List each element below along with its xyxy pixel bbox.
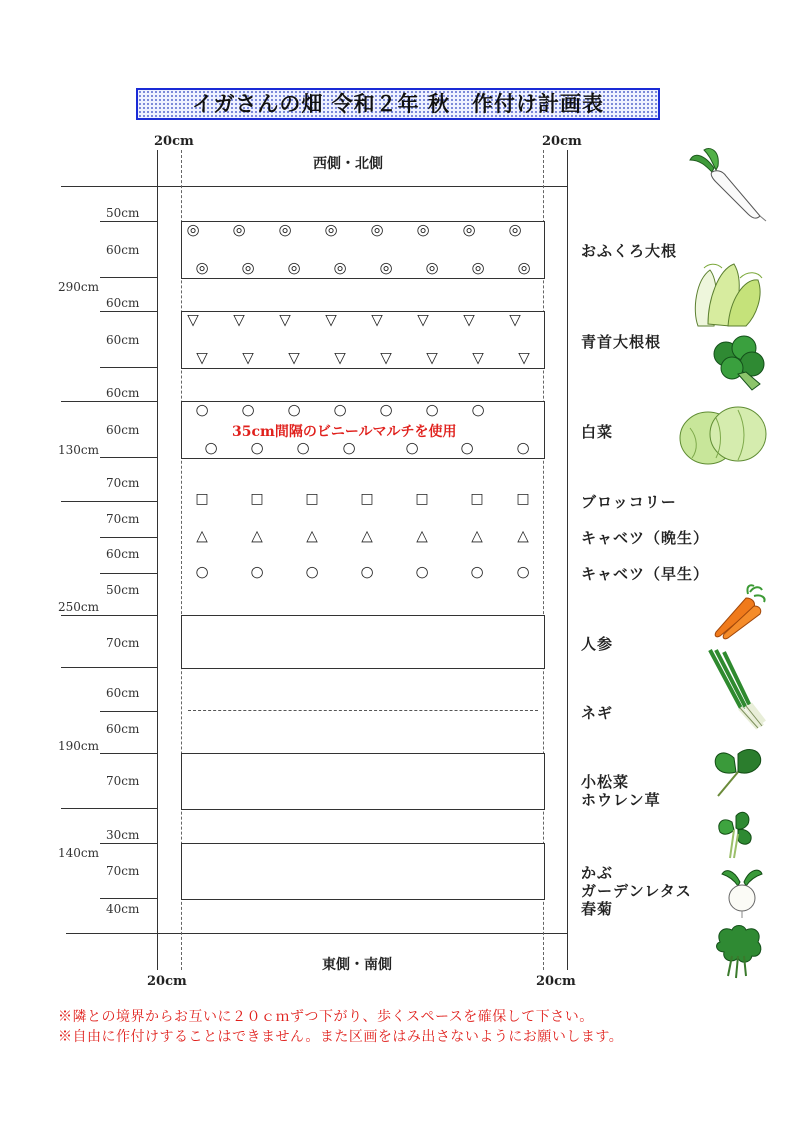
plant-marker: □: [250, 491, 264, 507]
tick-line: [100, 221, 157, 222]
plant-marker: ▽: [417, 310, 429, 329]
plant-marker: □: [415, 491, 429, 507]
plant-marker: ○: [405, 438, 419, 457]
kabu-icon: [718, 866, 766, 920]
right-boundary-line: [567, 150, 568, 970]
plant-marker: ▽: [325, 310, 337, 329]
plant-marker: ◎: [333, 258, 347, 277]
tick-line: [61, 667, 157, 668]
shungiku-icon: [710, 922, 768, 980]
plant-marker: ○: [287, 400, 301, 419]
plant-marker: ○: [425, 400, 439, 419]
plant-marker: ▽: [371, 310, 383, 329]
measure-label: 30cm: [106, 828, 140, 842]
plant-marker: ◎: [186, 220, 200, 239]
bottom-side-label: 東側・南側: [322, 957, 392, 973]
measure-label: 60cm: [106, 423, 140, 437]
bed-kabu-lettuce-shungiku: [181, 843, 545, 900]
tick-line: [61, 808, 157, 809]
tick-line: [100, 898, 157, 899]
top-margin-right-label: 20cm: [542, 134, 582, 149]
measure-label: 60cm: [106, 547, 140, 561]
veg-label-cabbage-early: キャベツ（早生）: [581, 565, 710, 583]
plant-marker: ◎: [195, 258, 209, 277]
plant-marker: ○: [360, 562, 374, 581]
tick-line: [100, 843, 157, 844]
section-total-label: 130cm: [58, 443, 100, 457]
top-margin-left-label: 20cm: [154, 134, 194, 149]
negi-planting-row: [188, 710, 538, 711]
tick-line: [100, 753, 157, 754]
plant-marker: ○: [241, 400, 255, 419]
tick-line: [100, 537, 157, 538]
veg-label-spinach: ホウレン草: [581, 791, 661, 809]
plant-marker: ○: [460, 438, 474, 457]
section-total-label: 190cm: [58, 739, 100, 753]
veg-label-shungiku: 春菊: [581, 900, 614, 918]
plant-marker: ▽: [187, 310, 199, 329]
plant-marker: △: [416, 526, 428, 545]
veg-label-garden-lettuce: ガーデンレタス: [581, 882, 692, 900]
tick-line: [100, 711, 157, 712]
plant-marker: ◎: [425, 258, 439, 277]
top-border-line: [61, 186, 568, 187]
tick-line: [61, 501, 157, 502]
plant-marker: ○: [342, 438, 356, 457]
bed-carrot: [181, 615, 545, 669]
komatsuna-icon: [712, 810, 762, 860]
plant-marker: ○: [471, 400, 485, 419]
section-total-label: 290cm: [58, 280, 100, 294]
plant-marker: □: [516, 491, 530, 507]
measure-label: 60cm: [106, 333, 140, 347]
plant-marker: ○: [470, 562, 484, 581]
plant-marker: ○: [379, 400, 393, 419]
plant-marker: □: [195, 491, 209, 507]
veg-label-cabbage-late: キャベツ（晩生）: [581, 529, 710, 547]
veg-label-negi: ネギ: [581, 704, 614, 722]
plant-marker: ○: [250, 438, 264, 457]
plant-marker: □: [360, 491, 374, 507]
plant-marker: ▽: [242, 348, 254, 367]
plant-marker: ◎: [462, 220, 476, 239]
plant-marker: ▽: [426, 348, 438, 367]
tick-line: [100, 311, 157, 312]
measure-label: 60cm: [106, 296, 140, 310]
plant-marker: ▽: [334, 348, 346, 367]
cabbage-icon: [676, 398, 768, 470]
tick-line: [61, 615, 157, 616]
plant-marker: △: [361, 526, 373, 545]
veg-label-hakusai: 白菜: [581, 423, 614, 441]
section-total-label: 250cm: [58, 600, 100, 614]
left-boundary-line: [157, 150, 158, 970]
tick-line: [100, 367, 157, 368]
bottom-margin-left-label: 20cm: [147, 974, 187, 989]
plant-marker: ▽: [380, 348, 392, 367]
measure-label: 50cm: [106, 583, 140, 597]
tick-line: [100, 277, 157, 278]
plant-marker: ◎: [517, 258, 531, 277]
plant-marker: ◎: [471, 258, 485, 277]
measure-label: 60cm: [106, 722, 140, 736]
hakusai-icon: [688, 260, 768, 330]
plant-marker: ○: [296, 438, 310, 457]
spinach-icon: [710, 744, 766, 798]
plant-marker: ○: [516, 562, 530, 581]
veg-label-ofukuro-daikon: おふくろ大根: [581, 242, 678, 260]
plant-marker: ▽: [472, 348, 484, 367]
plant-marker: ◎: [416, 220, 430, 239]
tick-line: [100, 457, 157, 458]
plant-marker: ◎: [508, 220, 522, 239]
plant-marker: ○: [333, 400, 347, 419]
measure-label: 70cm: [106, 774, 140, 788]
veg-label-komatsuna: 小松菜: [581, 773, 630, 791]
plant-marker: ◎: [278, 220, 292, 239]
plant-marker: △: [517, 526, 529, 545]
plant-marker: △: [306, 526, 318, 545]
plant-marker: ◎: [232, 220, 246, 239]
section-total-label: 140cm: [58, 846, 100, 860]
plant-marker: ○: [204, 438, 218, 457]
plant-marker: ▽: [518, 348, 530, 367]
bed-komatsuna-spinach: [181, 753, 545, 810]
measure-label: 60cm: [106, 386, 140, 400]
plant-marker: ◎: [324, 220, 338, 239]
plant-marker: ○: [195, 562, 209, 581]
plant-marker: ◎: [241, 258, 255, 277]
measure-label: 40cm: [106, 902, 140, 916]
plant-marker: ○: [250, 562, 264, 581]
measure-label: 50cm: [106, 206, 140, 220]
plant-marker: ◎: [370, 220, 384, 239]
veg-label-aokubi-daikon: 青首大根根: [581, 333, 662, 351]
plant-marker: ▽: [233, 310, 245, 329]
plant-marker: ◎: [379, 258, 393, 277]
plant-marker: ▽: [463, 310, 475, 329]
footnote-rules: ※自由に作付けすることはできません。また区画をはみ出さないようにお願いします。: [58, 1029, 624, 1045]
mulch-note: 35cm間隔のビニールマルチを使用: [232, 424, 457, 440]
plant-marker: ▽: [288, 348, 300, 367]
measure-label: 70cm: [106, 864, 140, 878]
tick-line: [100, 573, 157, 574]
plant-marker: △: [471, 526, 483, 545]
veg-label-broccoli: ブロッコリー: [581, 493, 677, 511]
top-side-label: 西側・北側: [313, 156, 383, 172]
negi-icon: [704, 648, 768, 732]
plant-marker: ▽: [196, 348, 208, 367]
measure-label: 60cm: [106, 686, 140, 700]
measure-label: 70cm: [106, 476, 140, 490]
plant-marker: △: [196, 526, 208, 545]
plant-marker: △: [251, 526, 263, 545]
veg-label-kabu: かぶ: [581, 864, 614, 882]
measure-label: 70cm: [106, 636, 140, 650]
plant-marker: ○: [516, 438, 530, 457]
plant-marker: ○: [415, 562, 429, 581]
plant-marker: ○: [305, 562, 319, 581]
daikon-icon: [686, 146, 768, 222]
plant-marker: ▽: [279, 310, 291, 329]
measure-label: 60cm: [106, 243, 140, 257]
page-title: イガさんの畑 令和２年 秋 作付け計画表: [136, 88, 660, 120]
tick-line: [61, 401, 157, 402]
plant-marker: ◎: [287, 258, 301, 277]
plant-marker: ○: [195, 400, 209, 419]
broccoli-icon: [708, 334, 768, 394]
carrot-icon: [710, 584, 768, 640]
plant-marker: ▽: [509, 310, 521, 329]
measure-label: 70cm: [106, 512, 140, 526]
plant-marker: □: [470, 491, 484, 507]
plant-marker: □: [305, 491, 319, 507]
veg-label-carrot: 人参: [581, 635, 614, 653]
bottom-margin-right-label: 20cm: [536, 974, 576, 989]
footnote-walkway: ※隣との境界からお互いに２０ｃｍずつ下がり、歩くスペースを確保して下さい。: [58, 1009, 594, 1025]
bottom-border-line: [66, 933, 568, 934]
